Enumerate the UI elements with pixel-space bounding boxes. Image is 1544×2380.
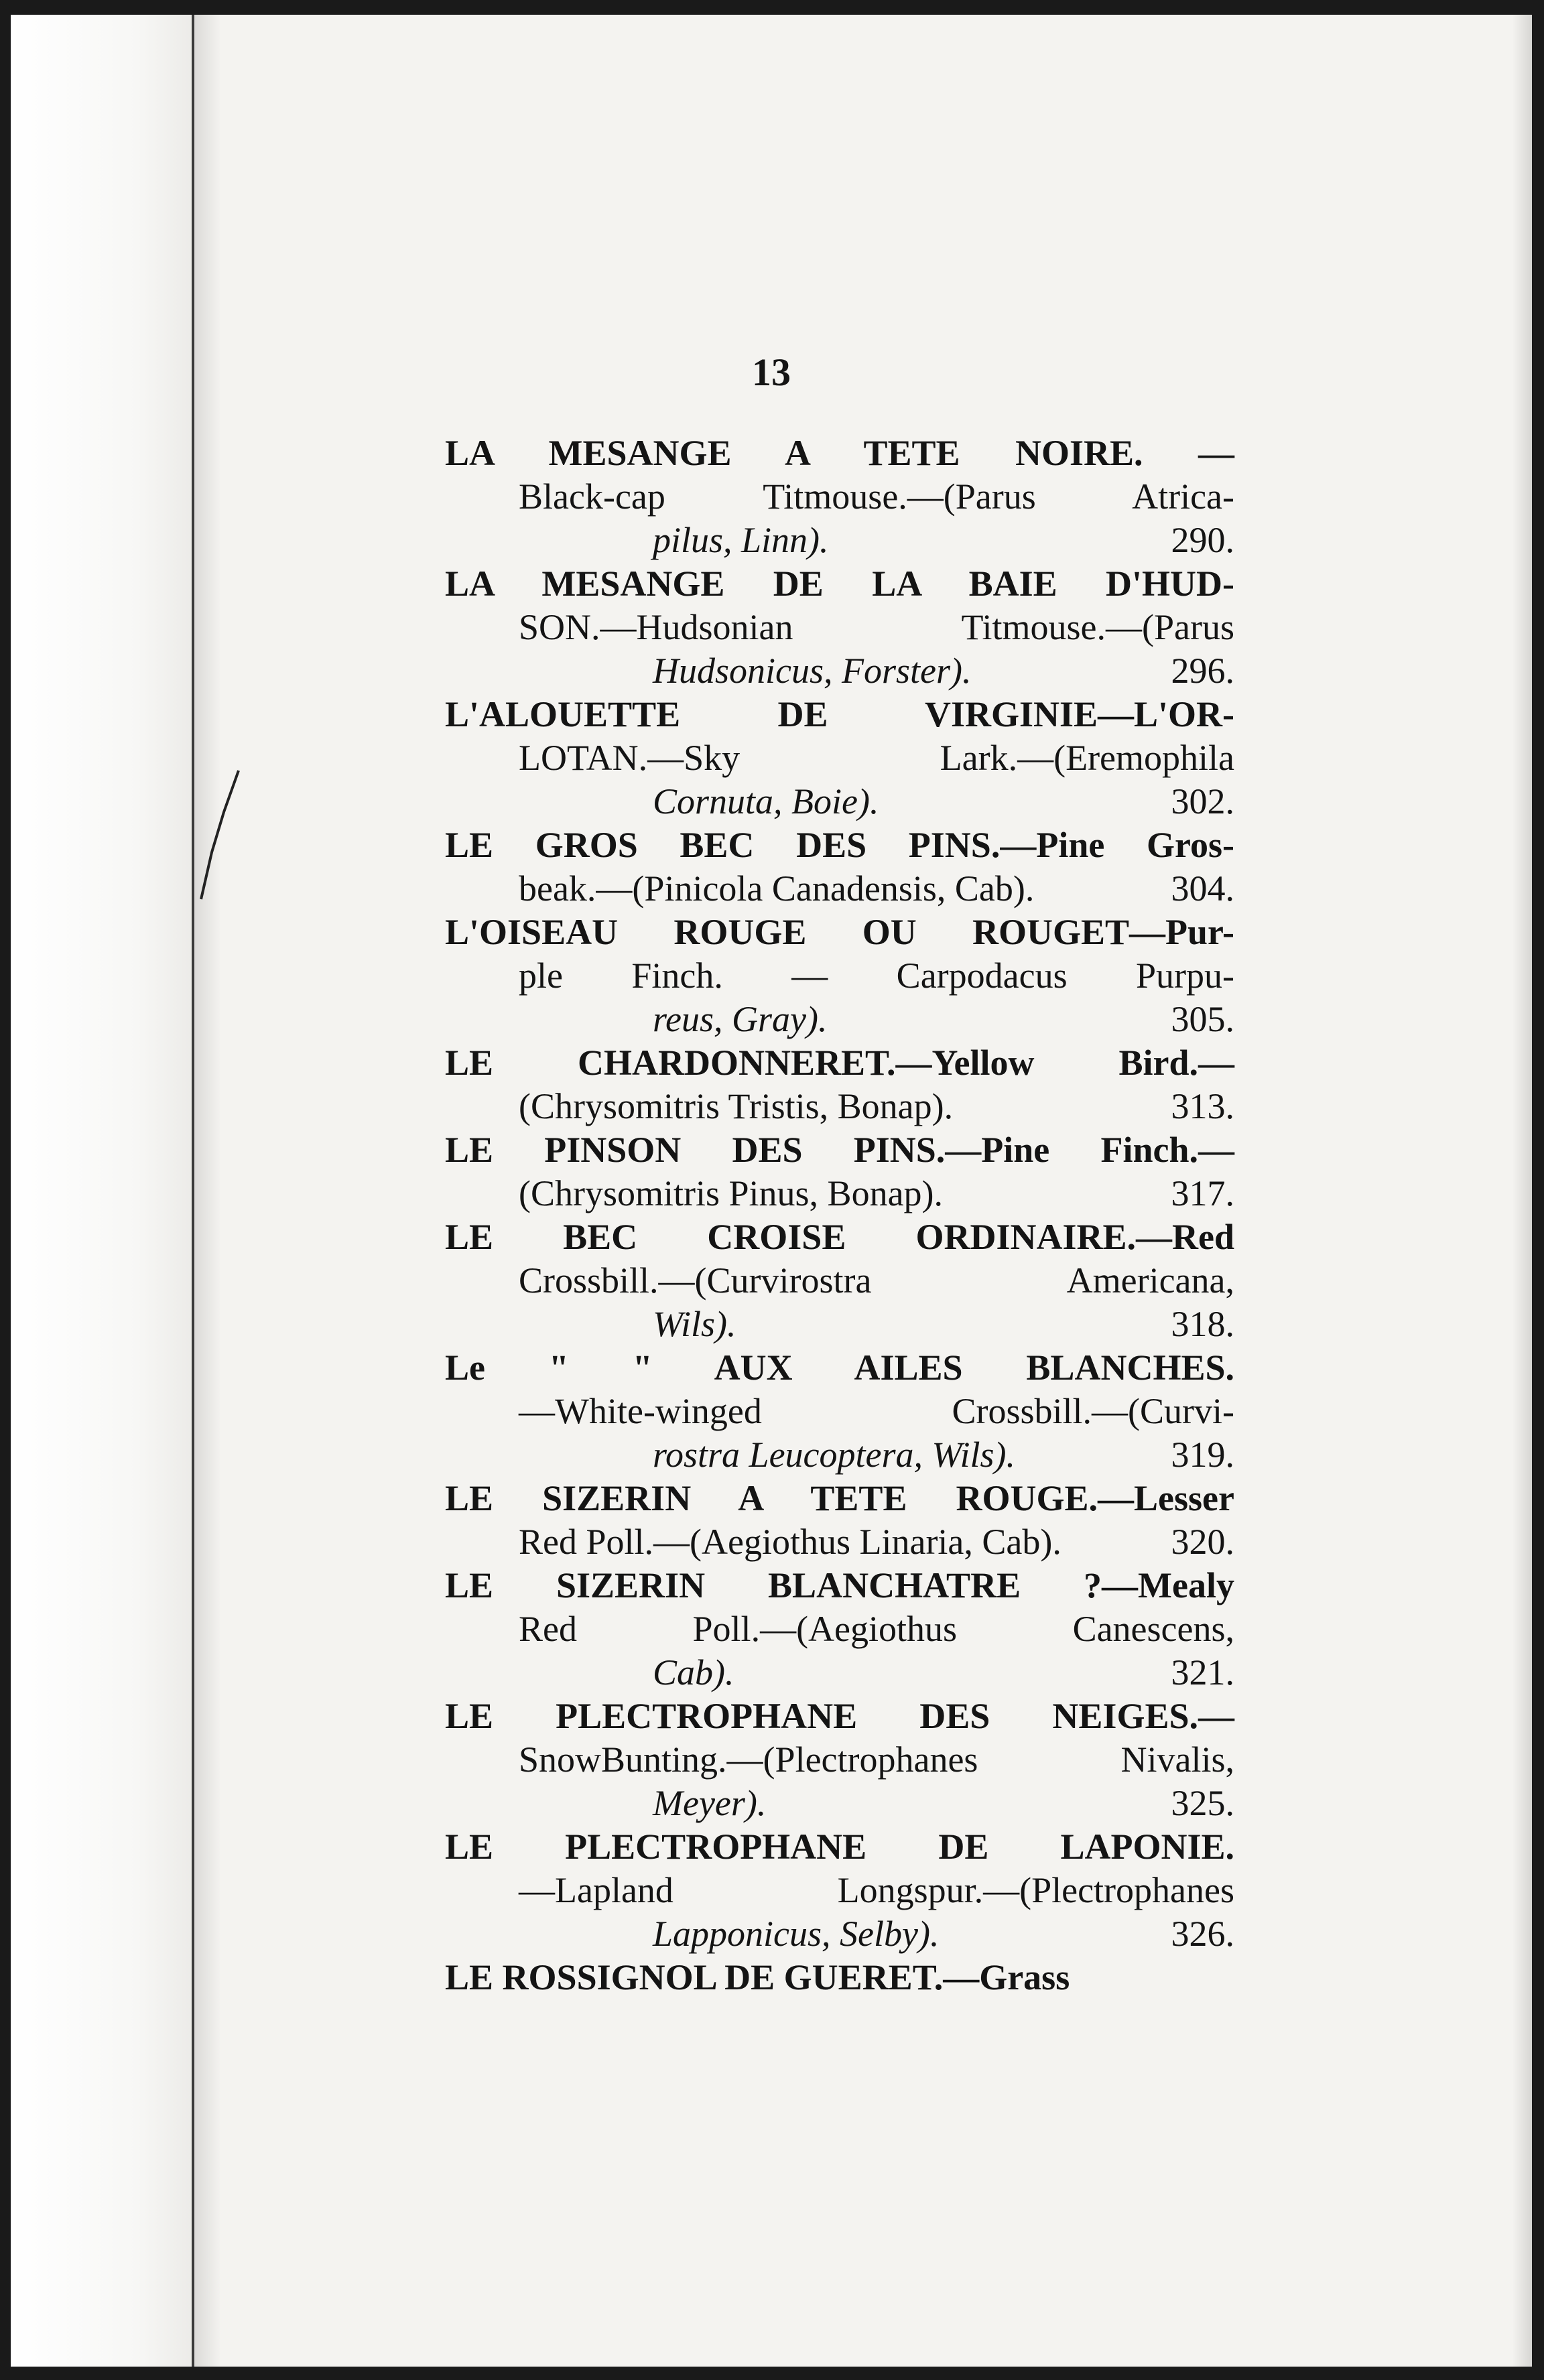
entry-continuation [445,736,1234,780]
entry-page-ref: 296. [1171,651,1234,691]
entry-scientific-name [445,780,1234,823]
index-entry [445,1041,1234,1128]
entry-line-text: LOTAN.—Sky Lark.—(Eremophila [519,738,1234,778]
entry-page-ref: 321. [1171,1652,1234,1693]
entry-continuation [445,954,1234,998]
entry-line-text: SON.—Hudsonian Titmouse.—(Parus [519,607,1234,647]
entry-continuation [445,475,1234,519]
entry-line-text: beak.—(Pinicola Canadensis, Cab). [519,868,1035,909]
entry-continuation [445,606,1234,649]
entry-page-ref: 320. [1171,1522,1234,1562]
index-entry [445,1695,1234,1825]
entry-heading: LE PINSON DES PINS.—Pine Finch.— [445,1130,1234,1170]
entry-line-text: Meyer). [653,1783,767,1823]
entry-continuation [445,1172,1234,1215]
entry-scientific-name [445,649,1234,693]
entry-page-ref: 305. [1171,999,1234,1039]
entry-page-ref: 326. [1171,1914,1234,1954]
entry-continuation [445,1520,1234,1564]
entry-scientific-name [445,1782,1234,1825]
entry-line-text: SnowBunting.—(Plectrophanes Nivalis, [519,1739,1234,1780]
entry-heading: LE CHARDONNERET.—Yellow Bird.— [445,1043,1234,1083]
entry-heading: Le " " AUX AILES BLANCHES. [445,1347,1234,1388]
entry-continuation [445,1390,1234,1433]
index-entry [445,432,1234,562]
entry-heading: LE GROS BEC DES PINS.—Pine Gros- [445,825,1234,865]
entry-continuation [445,1259,1234,1303]
entry-heading: LE PLECTROPHANE DE LAPONIE. [445,1827,1234,1867]
entry-line-text: Wils). [653,1304,736,1344]
entry-line-text: rostra Leucoptera, Wils). [653,1435,1016,1475]
entry-continuation [445,1085,1234,1128]
entry-page-ref: 318. [1171,1304,1234,1344]
entry-heading: LA MESANGE DE LA BAIE D'HUD- [445,564,1234,604]
book-page [11,15,1532,2367]
entry-line-text: ple Finch. — Carpodacus Purpu- [519,955,1234,996]
entry-line-text: —Lapland Longspur.—(Plectrophanes [519,1870,1234,1910]
index-entry [445,823,1234,911]
entry-heading: LA MESANGE A TETE NOIRE. — [445,433,1234,473]
entry-line-text: Red Poll.—(Aegiothus Canescens, [519,1609,1234,1649]
entry-page-ref: 290. [1171,520,1234,560]
entry-heading: LE SIZERIN A TETE ROUGE.—Lesser [445,1478,1234,1518]
entry-page-ref: 319. [1171,1435,1234,1475]
entry-continuation [445,1607,1234,1651]
index-entry [445,1346,1234,1477]
index-entry [445,1128,1234,1215]
entry-line-text: (Chrysomitris Pinus, Bonap). [519,1173,944,1213]
entry-line-text: (Chrysomitris Tristis, Bonap). [519,1086,954,1126]
entry-scientific-name [445,1433,1234,1477]
entry-line-text: reus, Gray). [653,999,828,1039]
entry-line-text: —White-winged Crossbill.—(Curvi- [519,1391,1234,1431]
entry-scientific-name [445,1303,1234,1346]
entry-line-text: Crossbill.—(Curvirostra Americana, [519,1260,1234,1301]
index-entry [445,911,1234,1041]
index-entry [445,1564,1234,1695]
entry-page-ref: 302. [1171,781,1234,821]
index-entries [445,432,1234,1999]
index-entry [445,1477,1234,1564]
entry-continuation [445,1869,1234,1912]
entry-scientific-name [445,1912,1234,1956]
entry-line-text: Hudsonicus, Forster). [653,651,972,691]
entry-heading: L'ALOUETTE DE VIRGINIE—L'OR- [445,694,1234,734]
entry-continuation [445,1738,1234,1782]
index-entry [445,1825,1234,1956]
entry-heading: LE PLECTROPHANE DES NEIGES.— [445,1696,1234,1736]
entry-line-text: Lapponicus, Selby). [653,1914,940,1954]
entry-page-ref: 325. [1171,1783,1234,1823]
entry-page-ref: 313. [1171,1086,1234,1126]
index-entry [445,562,1234,693]
index-entry [445,1956,1234,1999]
entry-heading: LE SIZERIN BLANCHATRE ?—Mealy [445,1565,1234,1605]
entry-line-text: Cab). [653,1652,734,1693]
entry-page-ref: 317. [1171,1173,1234,1213]
entry-scientific-name [445,1651,1234,1695]
entry-line-text: Black-cap Titmouse.—(Parus Atrica- [519,476,1234,517]
entry-continuation [445,867,1234,911]
entry-line-text: Cornuta, Boie). [653,781,879,821]
index-entry [445,693,1234,823]
entry-line-text: Red Poll.—(Aegiothus Linaria, Cab). [519,1522,1062,1562]
entry-line-text: pilus, Linn). [653,520,829,560]
entry-heading: LE BEC CROISE ORDINAIRE.—Red [445,1217,1234,1257]
entry-page-ref: 304. [1171,868,1234,909]
entry-scientific-name [445,998,1234,1041]
pencil-mark-icon [192,765,259,919]
entry-heading: L'OISEAU ROUGE OU ROUGET—Pur- [445,912,1234,952]
page-number: 13 [752,350,791,394]
entry-scientific-name [445,519,1234,562]
entry-heading: LE ROSSIGNOL DE GUERET.—Grass [445,1957,1070,1997]
index-entry [445,1215,1234,1346]
